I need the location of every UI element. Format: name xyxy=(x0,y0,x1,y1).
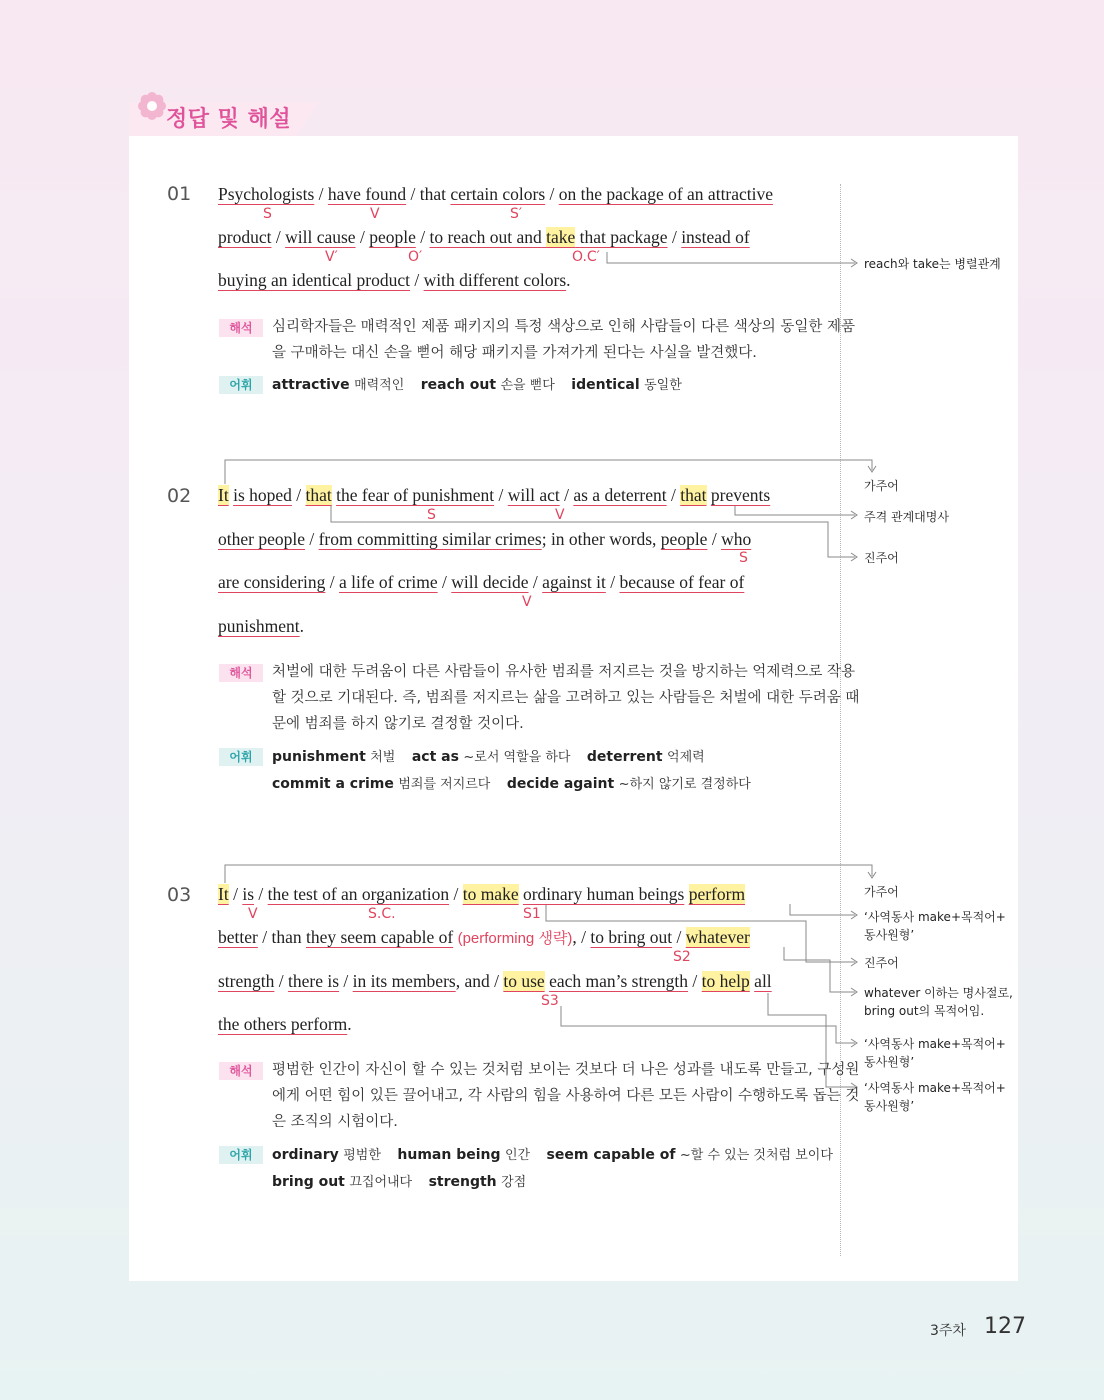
vocab-meaning: 범죄를 저지르다 xyxy=(398,777,491,792)
period: . xyxy=(566,270,571,290)
slash: / xyxy=(258,884,264,904)
vocab-meaning: ~로서 역할을 하다 xyxy=(463,750,571,765)
q3-note-causative-2a: ‘사역동사 make+목적어+ xyxy=(864,1037,1006,1051)
slash: / xyxy=(359,227,365,247)
word: who xyxy=(721,529,752,549)
vocab-word: reach out xyxy=(420,377,497,393)
page-title: 정답 및 해설 xyxy=(166,107,292,132)
week-label: 3주차 xyxy=(930,1323,966,1339)
q1-phrase: on the package of an attractive xyxy=(558,184,774,204)
q3-line2 xyxy=(218,926,750,950)
q3-note-causative-1b: 동사원형’ xyxy=(864,928,915,942)
vocab-word: attractive xyxy=(272,377,350,393)
q3-note-causative-2b: 동사원형’ xyxy=(864,1055,915,1069)
question-number: 03 xyxy=(167,884,192,906)
translation-line: 에게 어떤 힘이 있든 끌어내고, 각 사람의 힘을 사용하여 다른 모든 사람이 수행하도록 돕는 것 xyxy=(272,1088,860,1104)
translation-line: 할 것으로 기대된다. 즉, 범죄를 저지르는 삶을 고려하고 있는 사람들은 처벌에 대한 두려움 때 xyxy=(272,690,860,706)
period: . xyxy=(347,1014,352,1034)
mark-s1: S1 xyxy=(523,906,541,922)
q1-verb: have found xyxy=(327,184,407,204)
q3-note-dummy-subject: 가주어 xyxy=(864,885,899,899)
vocab-word: identical xyxy=(571,377,640,393)
slash: / xyxy=(275,227,281,247)
slash: / xyxy=(581,927,587,947)
q3-vocab xyxy=(272,1142,845,1196)
vocab-meaning: ~하지 않기로 결정하다 xyxy=(618,777,751,792)
word: other people xyxy=(218,529,305,549)
word: from committing similar crimes xyxy=(318,529,542,549)
word: is xyxy=(242,884,255,904)
word: strength xyxy=(218,971,275,991)
vocab-badge: 어휘 xyxy=(219,1146,263,1164)
word: will decide xyxy=(451,572,529,592)
vocab-meaning: 동일한 xyxy=(644,378,682,393)
vocab-word: strength xyxy=(428,1174,497,1190)
q3-note-real-subject: 진주어 xyxy=(864,956,899,970)
highlight-that: that xyxy=(680,485,707,505)
vocab-line xyxy=(272,1169,845,1196)
q2-vocab xyxy=(272,744,763,798)
word: with different colors xyxy=(423,270,567,290)
q2-line2 xyxy=(218,528,751,550)
highlight-whatever: whatever xyxy=(685,927,750,947)
phrase: to reach out and xyxy=(429,227,542,247)
vocab-line xyxy=(272,1142,845,1169)
word: will act xyxy=(507,485,560,505)
translation-line: 평범한 인간이 자신이 할 수 있는 것처럼 보이는 것보다 더 나은 성과를 내도록 만들고, 구성원 xyxy=(272,1062,860,1078)
translation-badge: 해석 xyxy=(219,319,263,337)
highlight-to-use: to use xyxy=(503,971,545,991)
slash: / xyxy=(329,572,335,592)
mark-s: S xyxy=(263,206,272,222)
highlight-it: It xyxy=(218,485,229,505)
slash: / xyxy=(671,485,676,505)
vocab-meaning: 강점 xyxy=(501,1175,527,1190)
translation-line: 심리학자들은 매력적인 제품 패키지의 특정 색상으로 인해 사람들이 다른 색상의 동일한 제품 xyxy=(272,319,855,335)
vocab-word: commit a crime xyxy=(272,776,394,792)
slash: / xyxy=(671,227,677,247)
mark-v: V xyxy=(370,206,380,222)
word: buying an identical product xyxy=(218,270,410,290)
mark-v-prime: V′ xyxy=(325,249,338,265)
vocab-line xyxy=(272,744,763,771)
phrase: ; in other words, xyxy=(541,529,657,549)
translation-line: 처벌에 대한 두려움이 다른 사람들이 유사한 범죄를 저지르는 것을 방지하는 억제력으로 작용 xyxy=(272,664,855,680)
mark-s: S xyxy=(739,550,748,566)
q1-line3 xyxy=(218,269,571,291)
word: instead of xyxy=(681,227,750,247)
question-number: 02 xyxy=(167,485,192,507)
word xyxy=(429,227,667,247)
slash: / xyxy=(549,184,555,204)
vocab-line xyxy=(272,771,763,798)
word: the others perform xyxy=(218,1014,348,1034)
word: to bring out xyxy=(590,927,673,947)
word: there is xyxy=(288,971,340,991)
slash: / that xyxy=(410,184,447,204)
highlight-to-help: to help xyxy=(701,971,750,991)
translation-line: 은 조직의 시험이다. xyxy=(272,1114,398,1130)
vocab-meaning: 인간 xyxy=(504,1148,531,1163)
vocab-word: punishment xyxy=(272,749,366,765)
vocab-word: seem capable of xyxy=(546,1147,676,1163)
q1-note: reach와 take는 병렬관계 xyxy=(864,257,1001,271)
slash: / xyxy=(676,927,682,947)
slash: / xyxy=(414,270,420,290)
vocab-word: human being xyxy=(397,1147,501,1163)
phrase: that package xyxy=(579,227,668,247)
word: people xyxy=(660,529,708,549)
highlight-it: It xyxy=(218,884,229,904)
slash: / xyxy=(233,884,238,904)
q3-line3 xyxy=(218,970,772,992)
vocab-meaning: 처벌 xyxy=(370,750,396,765)
slash: / xyxy=(309,529,315,549)
mark-s-prime: S′ xyxy=(510,206,523,222)
mark-sc: S.C. xyxy=(368,906,396,922)
q2-note-relative-pronoun: 주격 관계대명사 xyxy=(864,510,949,524)
word: people xyxy=(369,227,416,247)
highlight-take: take xyxy=(546,227,576,247)
mark-oc-prime: O.C′ xyxy=(572,249,600,265)
slash: / xyxy=(564,485,569,505)
vocab-meaning: 손을 뻗다 xyxy=(500,378,555,393)
q1-translation xyxy=(272,314,855,366)
highlight-that: that xyxy=(305,485,332,505)
vocab-meaning: 끄집어내다 xyxy=(349,1175,413,1190)
phrase: , and / xyxy=(455,971,499,991)
period: . xyxy=(299,616,305,636)
q3-note-whatever-b: bring out의 목적어임. xyxy=(864,1004,985,1018)
q2-line4 xyxy=(218,615,304,637)
q1-vocab xyxy=(272,372,694,399)
translation-badge: 해석 xyxy=(219,664,263,682)
q2-translation xyxy=(272,659,859,737)
mark-v: V xyxy=(248,906,258,922)
vocab-badge: 어휘 xyxy=(219,376,263,394)
word: the fear of punishment xyxy=(336,485,495,505)
mark-o-prime: O′ xyxy=(408,249,423,265)
word: punishment xyxy=(218,616,300,636)
word: prevents xyxy=(710,485,771,505)
word: a life of crime xyxy=(339,572,438,592)
slash: / xyxy=(692,971,698,991)
mark-v: V xyxy=(522,594,532,610)
comma: , xyxy=(572,927,577,947)
slash: / xyxy=(453,884,459,904)
slash: / xyxy=(278,971,284,991)
mark-s3: S3 xyxy=(541,993,559,1009)
q2-note-real-subject: 진주어 xyxy=(864,551,899,565)
vocab-meaning: 억제력 xyxy=(667,750,705,765)
word: the test of an organization xyxy=(267,884,450,904)
vocab-meaning: ~할 수 있는 것처럼 보이다 xyxy=(679,1148,833,1163)
q3-note-causative-3a: ‘사역동사 make+목적어+ xyxy=(864,1081,1006,1095)
q2-line1 xyxy=(218,484,770,506)
q1-subject: Psychologists xyxy=(218,184,315,204)
q3-line1 xyxy=(218,883,745,905)
translation-line: 문에 범죄를 하지 않기로 결정할 것이다. xyxy=(272,716,524,732)
translation-badge: 해석 xyxy=(219,1062,263,1080)
slash: / xyxy=(711,529,717,549)
q1-line1 xyxy=(218,183,773,205)
vocab-word: act as xyxy=(411,749,459,765)
slash: / xyxy=(420,227,426,247)
slash: / xyxy=(343,971,349,991)
vocab-meaning: 평범한 xyxy=(343,1148,381,1163)
word: will cause xyxy=(285,227,356,247)
page-number: 127 xyxy=(984,1314,1026,1339)
q2-note-dummy-subject: 가주어 xyxy=(864,479,899,493)
highlight-perform: perform xyxy=(688,884,746,904)
q3-note-whatever-a: whatever 이하는 명사절로, xyxy=(864,986,1013,1000)
vocab-badge: 어휘 xyxy=(219,748,263,766)
slash: / xyxy=(442,572,447,592)
word: each man’s strength xyxy=(549,971,689,991)
word: product xyxy=(218,227,272,247)
word: as a deterrent xyxy=(573,485,667,505)
word: better xyxy=(218,927,258,947)
mark-s: S xyxy=(427,507,436,523)
slash: / xyxy=(318,184,324,204)
vocab-word: deterrent xyxy=(586,749,663,765)
word: because of fear of xyxy=(619,572,745,592)
vocab-word: bring out xyxy=(272,1174,345,1190)
word: are considering xyxy=(218,572,326,592)
q3-note-causative-1a: ‘사역동사 make+목적어+ xyxy=(864,910,1006,924)
vocab-meaning: 매력적인 xyxy=(354,378,405,393)
slash: / xyxy=(532,572,538,592)
mark-s2: S2 xyxy=(673,949,691,965)
q1-sub-subject: certain colors xyxy=(450,184,546,204)
q3-translation xyxy=(272,1057,859,1135)
slash: / than xyxy=(262,927,302,947)
omitted-note: (performing 생략) xyxy=(457,930,573,947)
word: against it xyxy=(542,572,606,592)
highlight-to-make: to make xyxy=(462,884,519,904)
word: is hoped xyxy=(233,485,292,505)
vocab-word: decide againt xyxy=(506,776,615,792)
q2-line3 xyxy=(218,571,744,593)
slash: / xyxy=(498,485,504,505)
q3-note-causative-3b: 동사원형’ xyxy=(864,1099,915,1113)
translation-line: 을 구매하는 대신 손을 뻗어 해당 패키지를 가져가게 된다는 사실을 발견했다. xyxy=(272,345,757,361)
mark-v: V xyxy=(555,507,565,523)
q3-line4 xyxy=(218,1013,352,1035)
question-number: 01 xyxy=(167,183,192,205)
word: they seem capable of xyxy=(305,927,454,947)
word: in its members xyxy=(352,971,456,991)
word: all xyxy=(754,971,772,991)
q1-line2 xyxy=(218,226,750,248)
slash: / xyxy=(296,485,302,505)
flower-icon xyxy=(136,90,168,122)
vocab-word: ordinary xyxy=(272,1147,339,1163)
slash: / xyxy=(610,572,616,592)
word: ordinary human beings xyxy=(522,884,685,904)
